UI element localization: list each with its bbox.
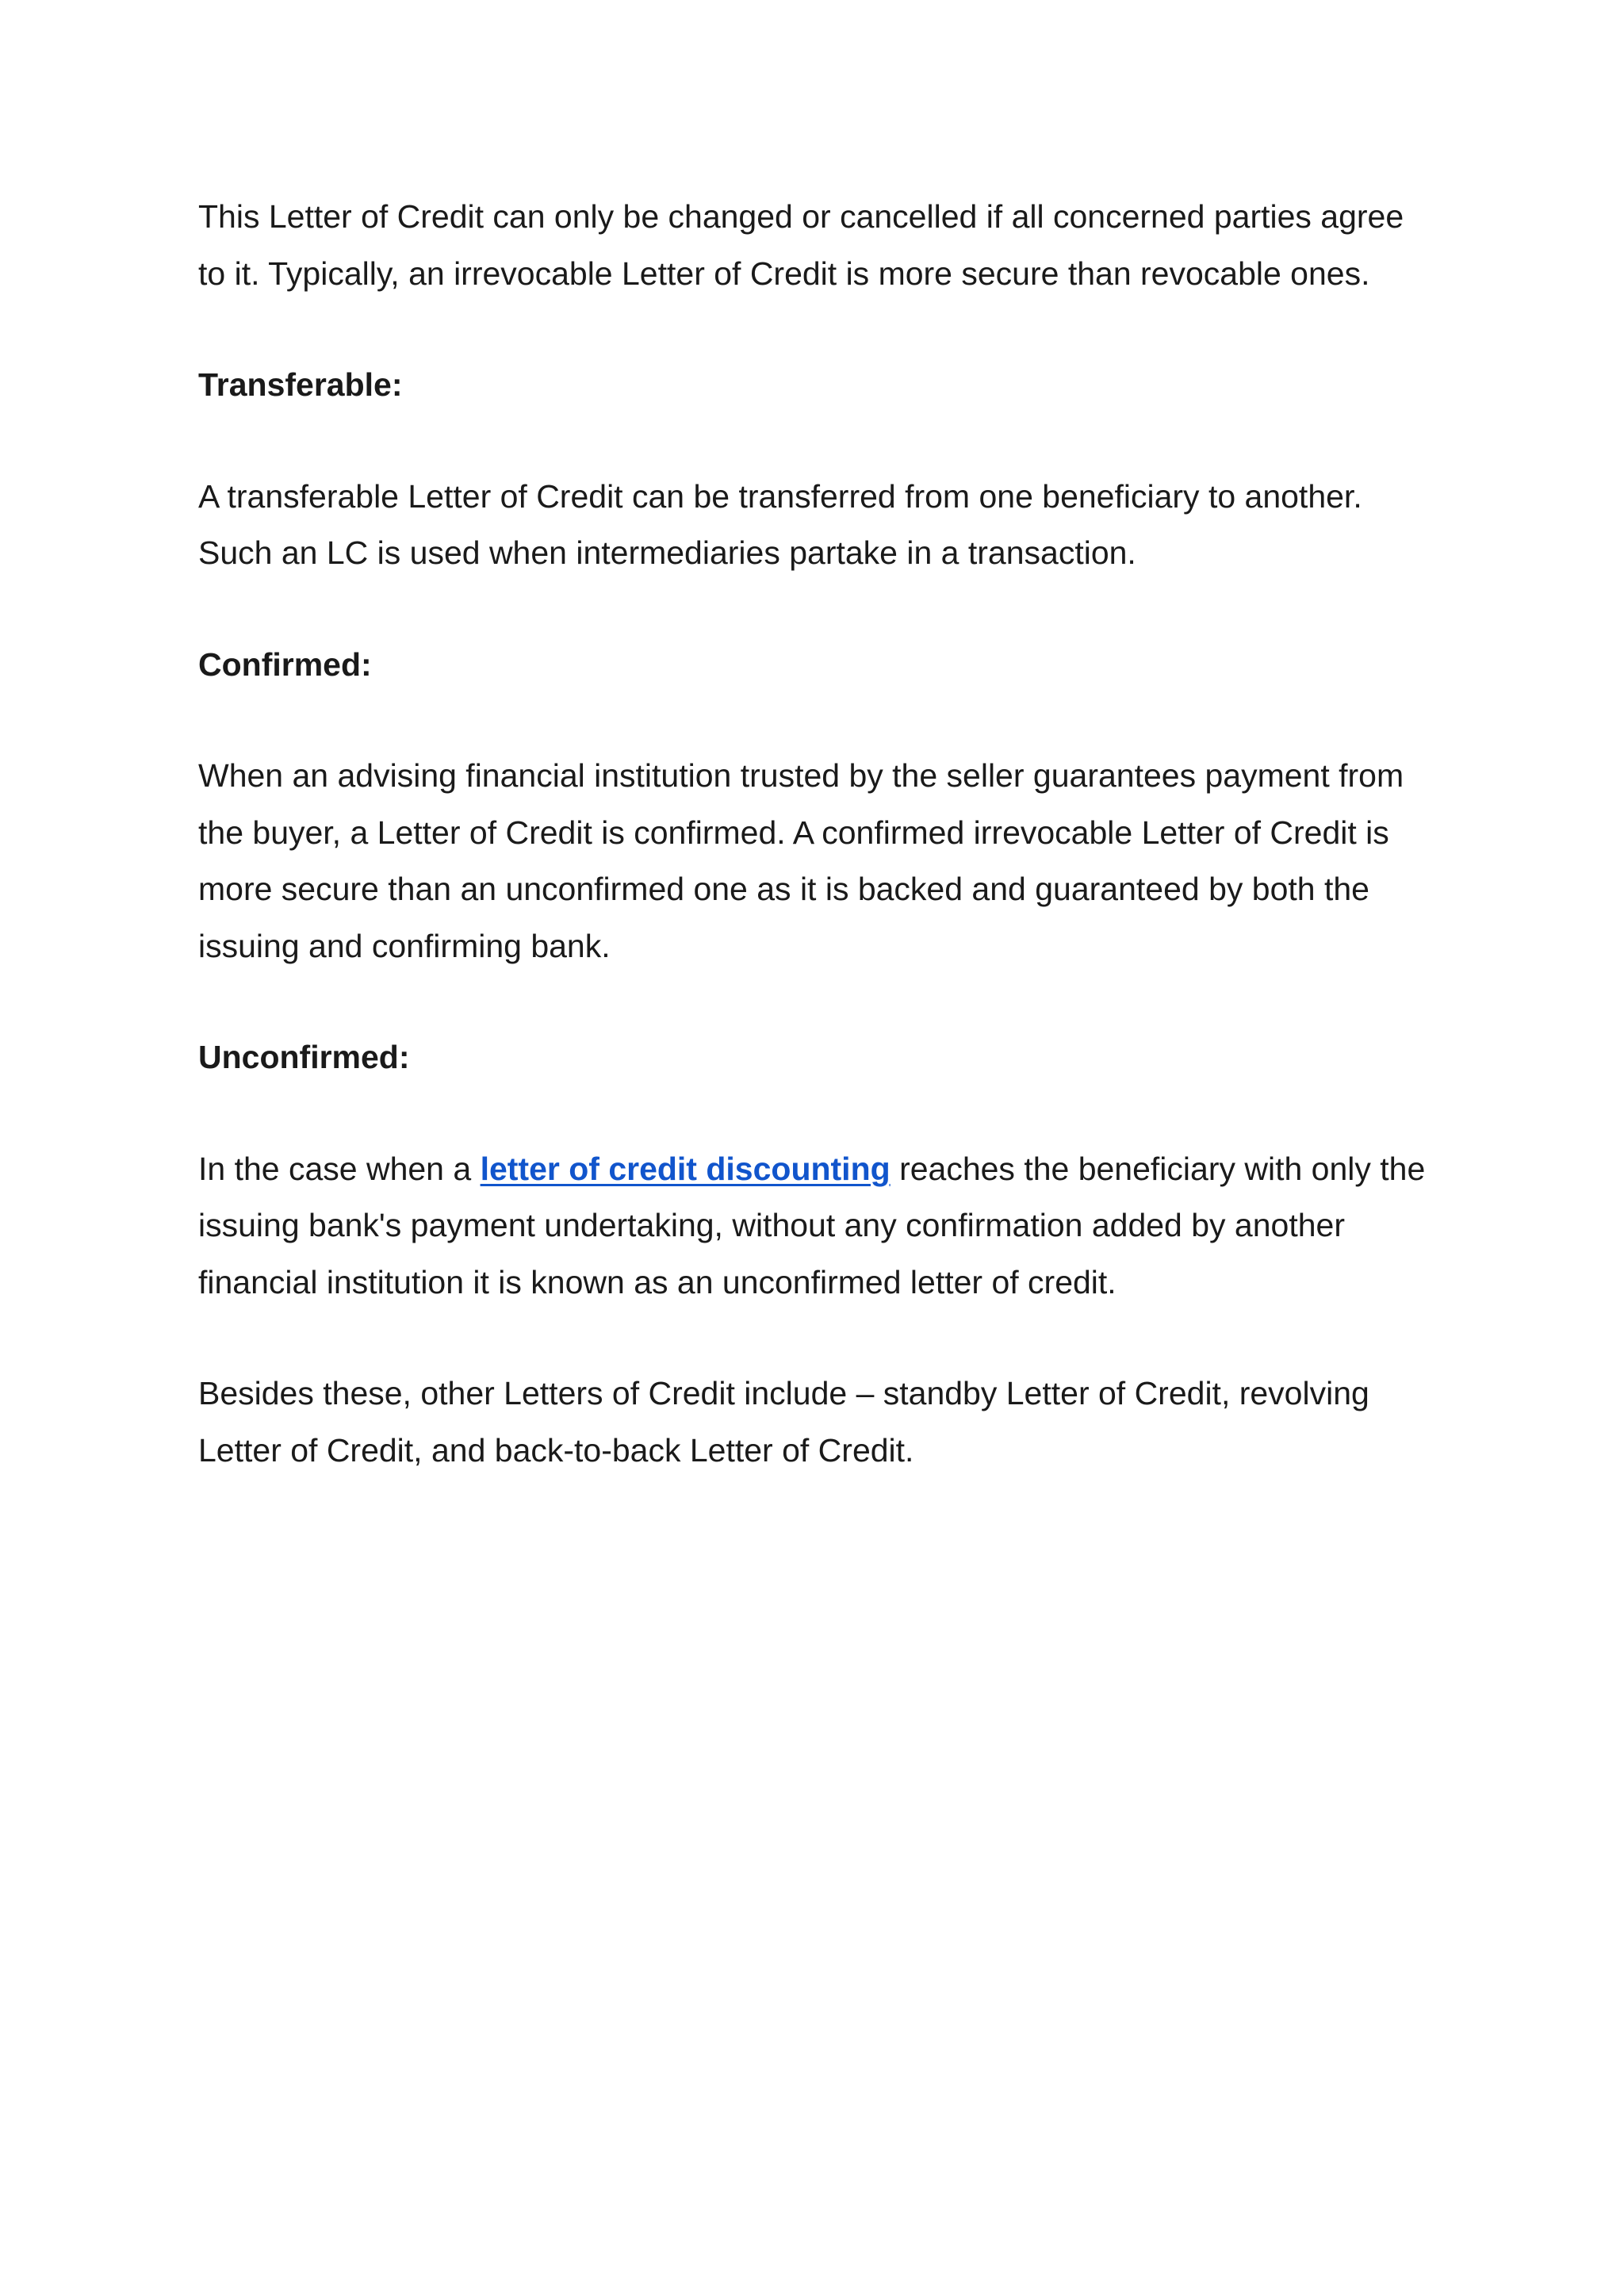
heading-transferable: Transferable:	[198, 366, 403, 403]
letter-of-credit-discounting-link[interactable]: letter of credit discounting	[480, 1150, 891, 1187]
paragraph-unconfirmed-text-start: In the case when a	[198, 1150, 481, 1187]
paragraph-unconfirmed	[198, 1141, 1435, 1312]
paragraph-other-types: Besides these, other Letters of Credit include – standby Letter of Credit, revolving Letter of Credit, and back-to-back Letter of Credit.	[198, 1375, 1369, 1469]
heading-unconfirmed: Unconfirmed:	[198, 1039, 410, 1075]
paragraph-confirmed: When an advising financial institution trusted by the seller guarantees payment from the buyer, a Letter of Credit is confirmed. A confirmed irrevocable Letter of Credit is more secure than an unconfirmed one as it is backed and guaranteed by both the issuing and confirming bank.	[198, 757, 1404, 964]
paragraph-transferable: A transferable Letter of Credit can be transferred from one beneficiary to another. Such an LC is used when intermediaries partake in a transaction.	[198, 477, 1362, 571]
document-body	[198, 189, 1435, 1534]
paragraph-irrevocable: This Letter of Credit can only be changed or cancelled if all concerned parties agree to it. Typically, an irrevocable Letter of Credit is more secure than revocable ones.	[198, 198, 1404, 292]
paragraph-unconfirmed-text-end: reaches the beneficiary with only the issuing bank's payment undertaking, without any confirmation added by another financial institution it is known as an unconfirmed letter of credit.	[198, 1150, 1426, 1300]
heading-confirmed: Confirmed:	[198, 645, 372, 683]
